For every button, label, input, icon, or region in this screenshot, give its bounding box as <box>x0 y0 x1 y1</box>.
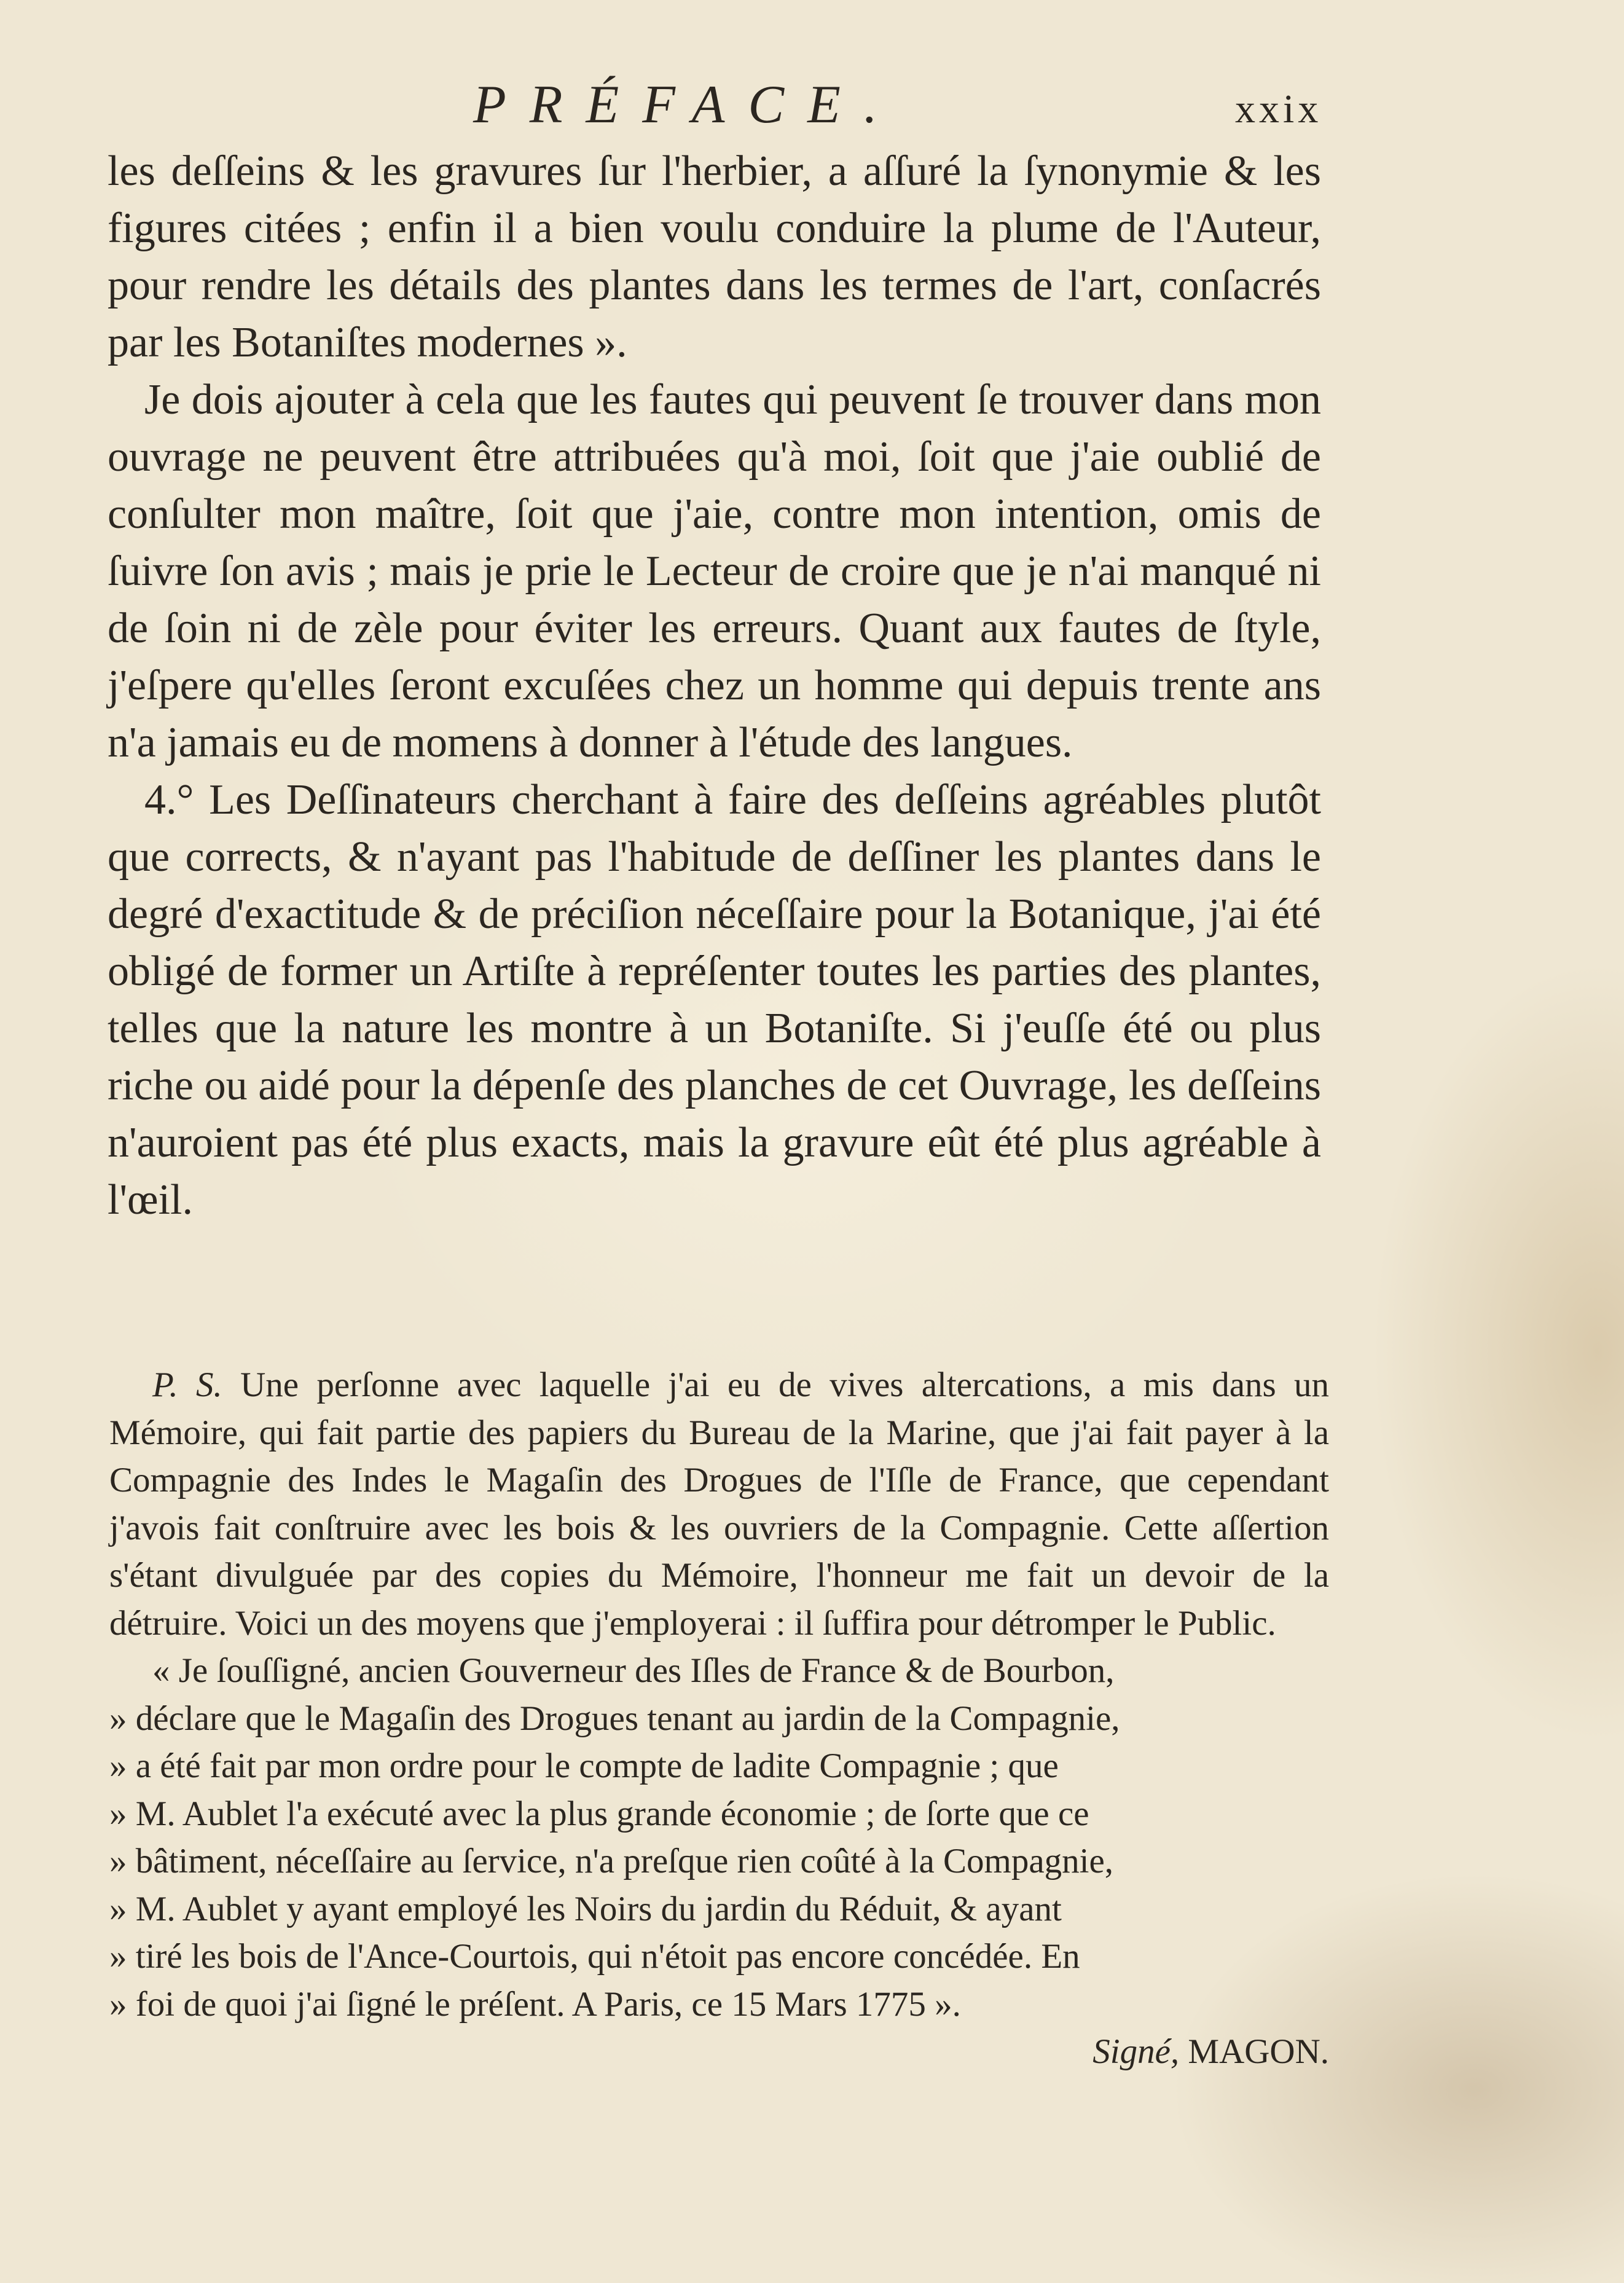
page-number: xxix <box>1235 87 1322 132</box>
quote-line: » tiré les bois de l'Ance-Courtois, qui n'étoit pas encore concédée. En <box>109 1937 1080 1976</box>
postscript-text: Une perſonne avec laquelle j'ai eu de vives altercations, a mis dans un Mémoire, qui fait partie des papiers du Bureau de la Marine, que j'ai fait payer à la Compagnie des Indes le Magaſin des Drogues de l'Iſle de France, que cependant j'avois fait conſtruire avec les bois & les ouvriers de la Compagnie. Cette aſſertion s'étant divulguée par des copies du Mémoire, l'honneur me fait un devoir de la détruire. Voici un des moyens que j'employerai : il ſuffira pour détromper le Public. <box>109 1365 1329 1643</box>
postscript-label: P. S. <box>152 1365 222 1404</box>
postscript <box>109 1361 1329 2076</box>
signature-name: MAGON. <box>1188 2032 1329 2071</box>
quote-line: » M. Aublet y ayant employé les Noirs du jardin du Réduit, & ayant <box>109 1889 1062 1928</box>
postscript-paragraph <box>109 1361 1329 1647</box>
quote-line: » déclare que le Magaſin des Drogues tenant au jardin de la Compagnie, <box>109 1699 1120 1738</box>
quote-line: » foi de quoi j'ai ſigné le préſent. A Paris, ce 15 Mars 1775 ». <box>109 1984 961 2024</box>
signature <box>109 2028 1329 2076</box>
quote-line: » M. Aublet l'a exécuté avec la plus grande économie ; de ſorte que ce <box>109 1794 1089 1833</box>
quote-line: « Je ſouſſigné, ancien Gouverneur des Iſles de France & de Bourbon, <box>152 1651 1115 1690</box>
paragraph: 4.° Les Deſſinateurs cherchant à faire des deſſeins agréables plutôt que corrects, & n'ayant pas l'habitude de deſſiner les plantes dans le degré d'exactitude & de préciſion néceſſaire pour la Botanique, j'ai été obligé de former un Artiſte à repréſenter toutes les parties des plantes, telles que la nature les montre à un Botaniſte. Si j'euſſe été ou plus riche ou aidé pour la dépenſe des planches de cet Ouvrage, les deſſeins n'auroient pas été plus exacts, mais la gravure eût été plus agréable à l'œil. <box>108 776 1321 1224</box>
signature-prefix: Signé, <box>1092 2032 1180 2071</box>
paragraph: Je dois ajouter à cela que les fautes qui peuvent ſe trouver dans mon ouvrage ne peuvent être attribuées qu'à moi, ſoit que j'aie oublié de conſulter mon maître, ſoit que j'aie, contre mon intention, omis de ſuivre ſon avis ; mais je prie le Lecteur de croire que je n'ai manqué ni de ſoin ni de zèle pour éviter les erreurs. Quant aux fautes de ſtyle, j'eſpere qu'elles ſeront excuſées chez un homme qui depuis trente ans n'a jamais eu de momens à donner à l'étude des langues. <box>108 376 1321 766</box>
page-title: PRÉFACE. <box>473 75 901 135</box>
quote-line: » a été fait par mon ordre pour le compte de ladite Compagnie ; que <box>109 1747 1059 1785</box>
paragraph: les deſſeins & les gravures ſur l'herbier, a aſſuré la ſynonymie & les figures citées ; enfin il a bien voulu conduire la plume de l'Auteur, pour rendre les détails des plantes dans les termes de l'art, conſacrés par les Botaniſtes modernes ». <box>108 147 1321 366</box>
main-text <box>108 143 1321 1228</box>
quote-line: » bâtiment, néceſſaire au ſervice, n'a preſque rien coûté à la Compagnie, <box>109 1842 1114 1880</box>
